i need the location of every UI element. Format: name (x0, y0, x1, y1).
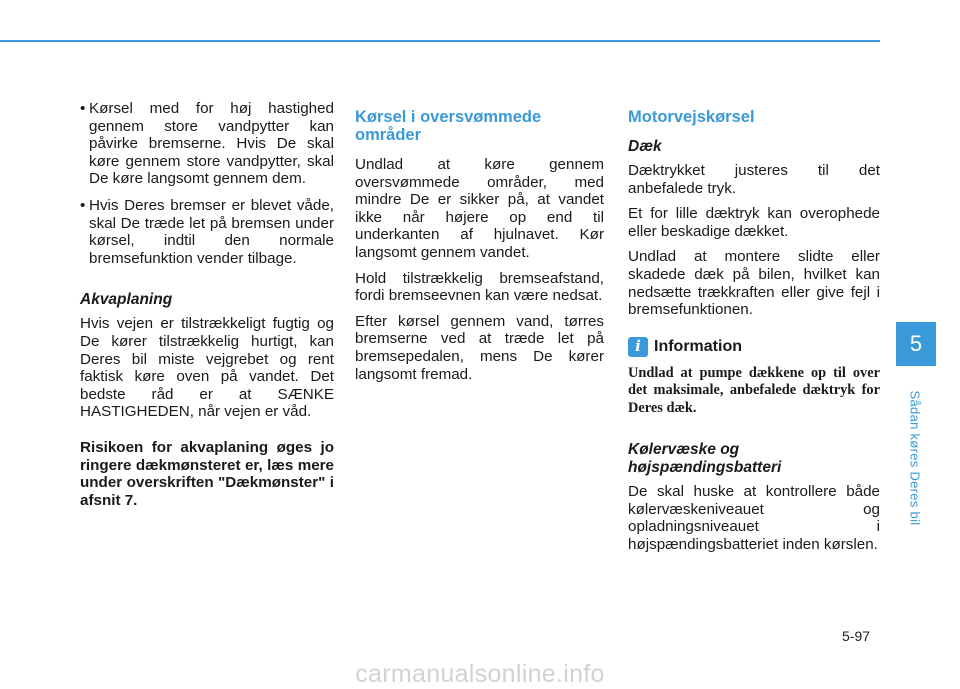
paragraph: Et for lille dæktryk kan overophede eller beskadige dækket. (628, 205, 880, 240)
column-middle (355, 108, 604, 391)
coolant-heading: Kølervæske og højspændingsbatteri (628, 441, 782, 477)
info-title: Information (654, 337, 742, 355)
column-left (80, 100, 334, 517)
info-box-header (628, 337, 880, 357)
paragraph: Hold tilstrækkelig bremseafstand, fordi bremseevnen kan være nedsat. (355, 269, 604, 305)
paragraph: Dæktrykket justeres til det anbefalede tryk. (628, 162, 880, 197)
info-icon: i (628, 337, 648, 357)
risk-text: Risikoen for akvaplaning øges jo ringere dækmønsteret er, læs mere under overskriften "Dækmønster" i afsnit 7. (80, 438, 334, 509)
header-rule (0, 40, 880, 42)
akvaplaning-heading: Akvaplaning (80, 291, 173, 309)
tyre-heading: Dæk (628, 138, 662, 155)
page-number: 5-97 (842, 628, 871, 644)
paragraph: Efter kørsel gennem vand, tørres bremserne ved at træde let på bremsepedalen, mens De kører langsomt fremad. (355, 312, 604, 383)
paragraph: Undlad at montere slidte eller skadede dæk på bilen, hvilket kan nedsætte trækkraften eller give fejl i bremsefunktionen. (628, 248, 880, 319)
chapter-title-vertical: Sådan køres Deres bil (907, 390, 923, 526)
motorway-heading: Motorvejskørsel (628, 108, 755, 126)
flood-heading: Kørsel i oversvømmede områder (355, 108, 542, 144)
chapter-tab: 5 (896, 322, 936, 366)
akvaplaning-text: Hvis vejen er tilstrækkeligt fugtig og De kører tilstrækkelig hurtigt, kan Deres bil miste vejgrebet og rent faktisk køre oven på vandet. Det bedste råd er at SÆNKE HASTIGHEDEN, når vejen er våd. (80, 315, 334, 421)
list-item: • Hvis Deres bremser er blevet våde, skal De træde let på bremsen under kørsel, indtil den normale bremsefunktion vender tilbage. (80, 196, 334, 267)
bullet-list (80, 100, 334, 267)
coolant-text: De skal huske at kontrollere både kølervæskeniveauet og opladningsniveauet i højspændingsbatteriet inden kørslen. (628, 483, 880, 554)
watermark: carmanualsonline.info (355, 660, 605, 688)
info-text: Undlad at pumpe dækkene op til over det maksimale, anbefalede dæktryk for Deres dæk. (628, 364, 880, 416)
column-right (628, 108, 880, 562)
list-item: • Kørsel med for høj hastighed gennem store vandpytter kan påvirke bremserne. Hvis De skal køre gennem store vandpytter, skal De køre langsomt gennem dem. (80, 100, 334, 188)
paragraph: Undlad at køre gennem oversvømmede områder, med mindre De er sikker på, at vandet ikke når højere op end til underkanten af hjulnavet. Kør langsomt gennem vandet. (355, 156, 604, 261)
